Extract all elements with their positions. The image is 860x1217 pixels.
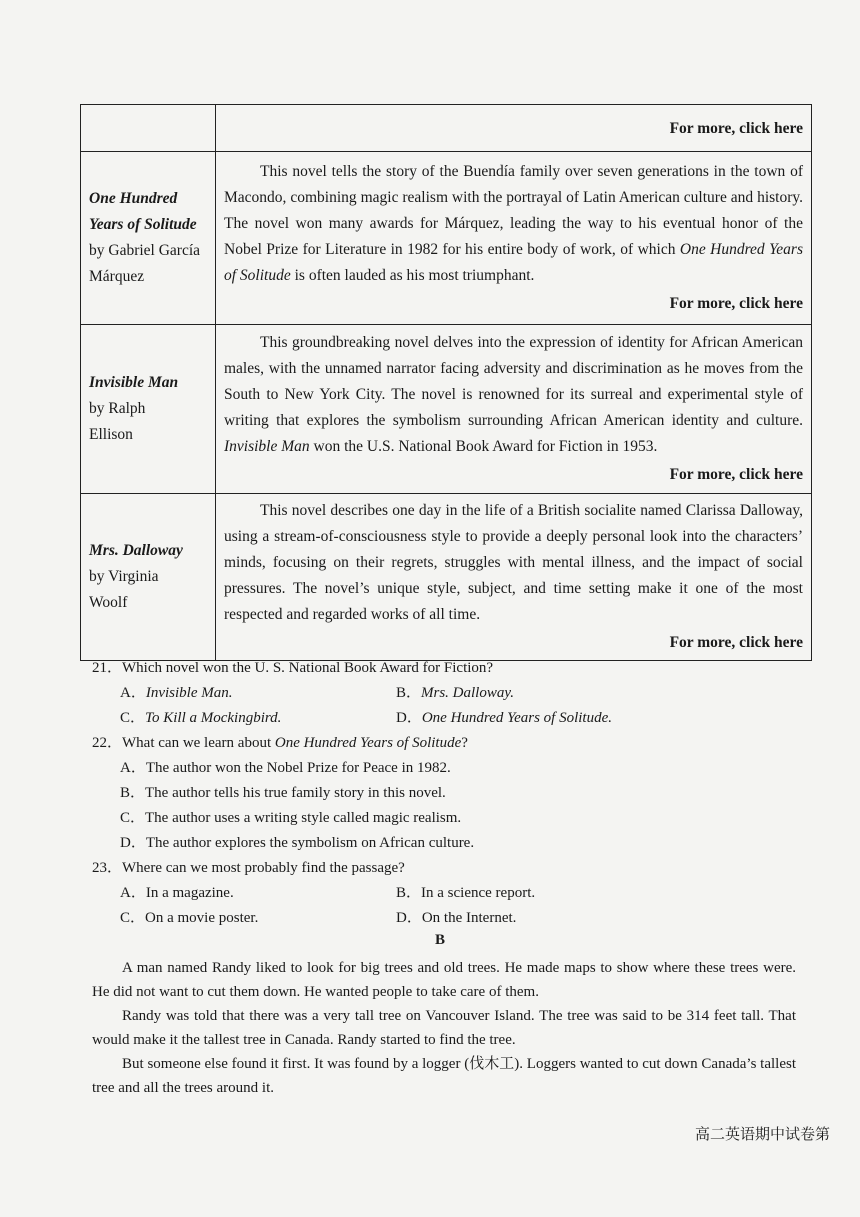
book-title: Mrs. Dalloway: [89, 542, 183, 559]
book-author: by Gabriel García Márquez: [89, 242, 201, 285]
book-desc-cell: [216, 325, 812, 494]
section-heading: B: [434, 932, 445, 948]
passage-paragraph: Randy was told that there was a very tall tree on Vancouver Island. The tree was said to be 314 feet tall. That would make it the tallest tree in Canada. Randy started to find the tree.: [92, 1008, 796, 1048]
book-desc-cell: [216, 494, 812, 661]
book-description: [224, 159, 803, 289]
table-row: [81, 325, 812, 494]
more-link[interactable]: For more, click here: [669, 466, 803, 483]
desc-text: won the U.S. National Book Award for Fiction in 1953.: [309, 438, 658, 455]
book-desc-cell: [216, 152, 812, 325]
questions: [92, 656, 812, 931]
table-row: [81, 152, 812, 325]
question-stem: 23．Where can we most probably find the passage?: [92, 860, 405, 876]
page-footer: 高二英语期中试卷第: [694, 1125, 830, 1143]
book-title: One Hundred Years of Solitude: [89, 190, 197, 233]
desc-text: is often lauded as his most triumphant.: [290, 267, 535, 284]
book-author: by Virginia Woolf: [89, 568, 159, 611]
question-23: [92, 856, 812, 931]
option-a[interactable]: A．In a magazine.: [120, 885, 234, 901]
table-row: [81, 494, 812, 661]
reading-passage: [92, 956, 796, 1100]
passage-paragraph: A man named Randy liked to look for big trees and old trees. He made maps to show where these trees were. He did not want to cut them down. He wanted people to take care of them.: [92, 960, 796, 1000]
header-cell: [216, 105, 812, 152]
question-21: [92, 656, 812, 731]
option-d[interactable]: D．One Hundred Years of Solitude.: [396, 710, 612, 726]
option-a[interactable]: A．The author won the Nobel Prize for Peace in 1982.: [120, 760, 451, 776]
question-22: [92, 731, 812, 856]
option-b[interactable]: B．Mrs. Dalloway.: [396, 685, 514, 701]
option-c[interactable]: C．To Kill a Mockingbird.: [120, 710, 282, 726]
more-link[interactable]: For more, click here: [669, 634, 803, 651]
option-c[interactable]: C．The author uses a writing style called magic realism.: [120, 810, 462, 826]
question-stem: 22．What can we learn about One Hundred Years of Solitude?: [92, 735, 468, 751]
more-link[interactable]: For more, click here: [669, 120, 803, 137]
question-stem: 21．Which novel won the U. S. National Book Award for Fiction?: [92, 660, 494, 676]
book-name-cell: [81, 152, 216, 325]
desc-italic-title: One Hundred Years of Solitude: [224, 241, 803, 284]
more-link[interactable]: For more, click here: [669, 295, 803, 312]
desc-text: This groundbreaking novel delves into the expression of identity for African American males, with the unnamed narrator facing adversity and discrimination as he moves from the South to New York City. The novel is renowned for its surreal and experimental style of writing that explores the symbolism surrounding African American identity and culture.: [224, 334, 803, 429]
option-b[interactable]: B．The author tells his true family story in this novel.: [120, 785, 446, 801]
book-name-cell: [81, 325, 216, 494]
book-name-cell: [81, 494, 216, 661]
empty-cell: [81, 105, 216, 152]
book-table: [80, 104, 812, 661]
table-row: [81, 105, 812, 152]
option-a[interactable]: A．Invisible Man.: [120, 685, 233, 701]
book-author: by Ralph Ellison: [89, 400, 146, 443]
desc-text: This novel tells the story of the Buendía family over seven generations in the town of Macondo, combining magic realism with the portrayal of Latin American culture and history. The novel won many awards for Márquez, leading the way to his eventual honor of the Nobel Prize for Literature in 1982 for his entire body of work, of which: [224, 163, 803, 258]
desc-italic-title: Invisible Man: [224, 438, 310, 455]
book-title: Invisible Man: [89, 374, 179, 391]
option-c[interactable]: C．On a movie poster.: [120, 910, 259, 926]
passage-paragraph: But someone else found it first. It was found by a logger (伐木工). Loggers wanted to cut down Canada’s tallest tree and all the trees around it.: [92, 1056, 796, 1096]
book-description: [224, 330, 803, 460]
option-d[interactable]: D．On the Internet.: [396, 910, 517, 926]
option-b[interactable]: B．In a science report.: [396, 885, 536, 901]
option-d[interactable]: D．The author explores the symbolism on African culture.: [120, 835, 475, 851]
book-description: This novel describes one day in the life of a British socialite named Clarissa Dalloway, using a stream-of-consciousness style to provide a deeply personal look into the characters’ minds, focusing on their regrets, struggles with mental illness, and the impact of social pressures. The novel’s unique style, subject, and time setting make it one of the most respected and regarded works of all time.: [224, 502, 803, 623]
